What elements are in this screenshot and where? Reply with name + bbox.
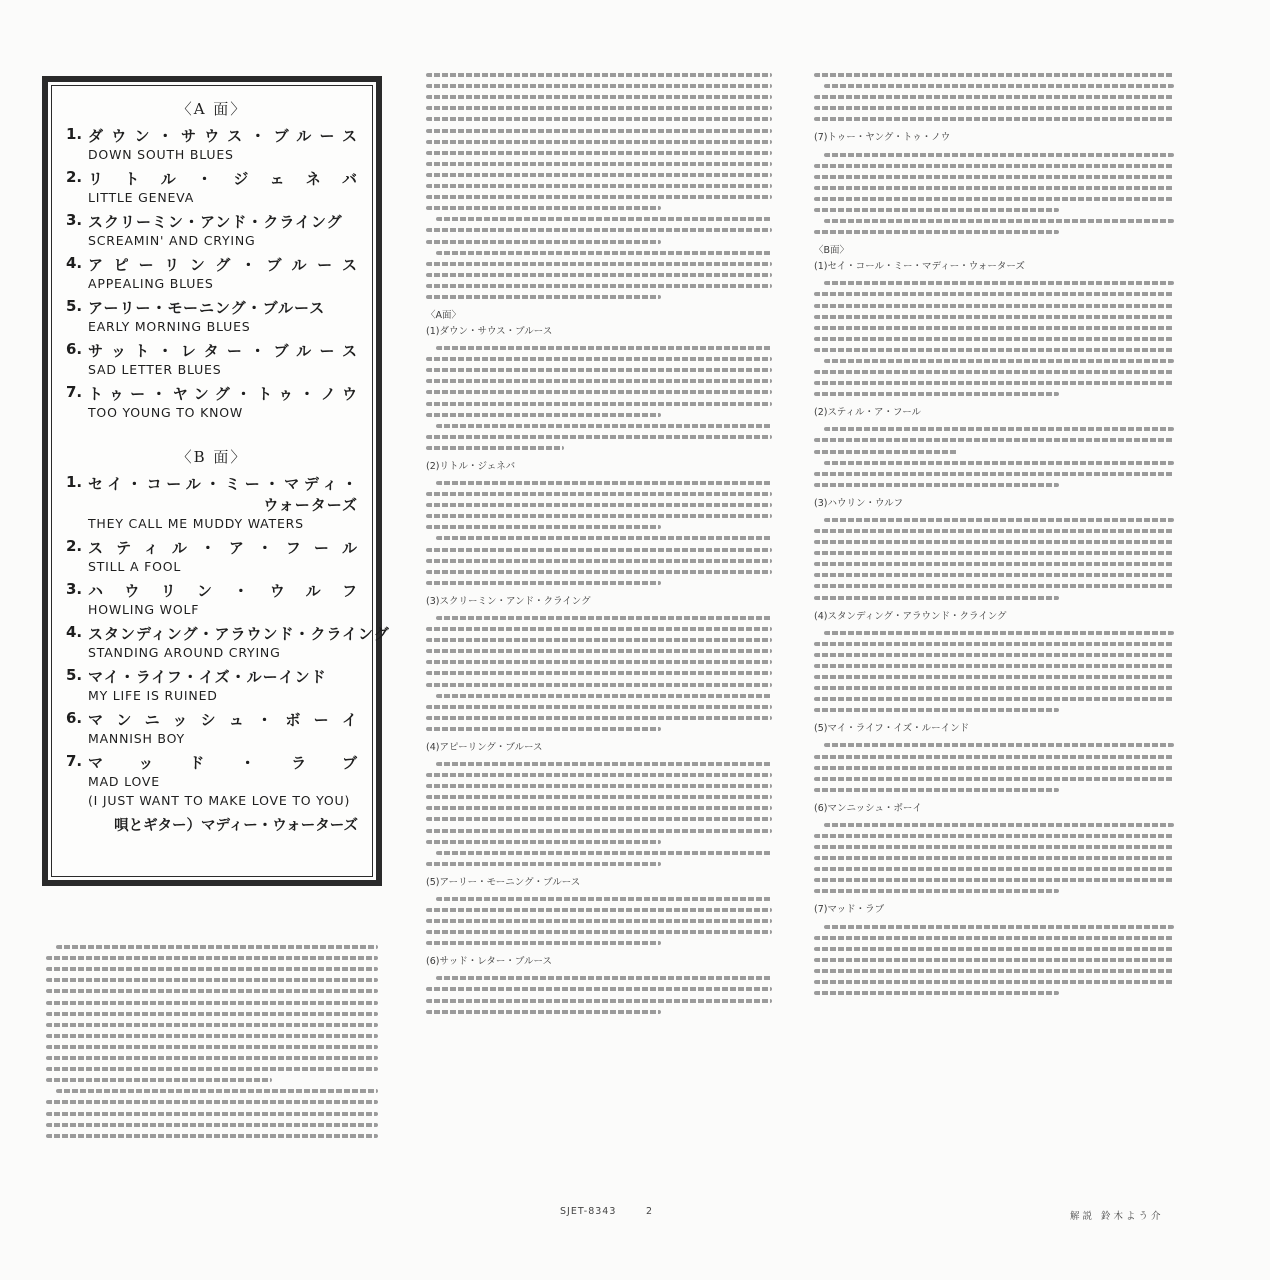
text-line xyxy=(824,219,1174,223)
text-line xyxy=(824,427,1174,431)
track-title-en: HOWLING WOLF xyxy=(88,602,200,617)
track-b4 xyxy=(66,623,390,660)
text-line xyxy=(814,315,1174,319)
track-number: 1. xyxy=(66,473,83,491)
text-line xyxy=(814,878,1174,882)
track-title-en: APPEALING BLUES xyxy=(88,276,214,291)
track-title-en: LITTLE GENEVA xyxy=(88,190,195,205)
text-line xyxy=(824,281,1174,285)
text-line xyxy=(814,73,1174,77)
text-line xyxy=(426,140,772,144)
track-number: 5. xyxy=(66,297,83,315)
tracklist-box xyxy=(42,76,390,886)
text-line xyxy=(814,777,1174,781)
text-line xyxy=(426,228,772,232)
text-line xyxy=(426,716,772,720)
track-title-en: MANNISH BOY xyxy=(88,731,185,746)
a-side-notes-label: 〈A面〉 xyxy=(426,309,461,321)
track-title-en: MY LIFE IS RUINED xyxy=(88,688,218,703)
text-line xyxy=(814,834,1174,838)
text-line xyxy=(436,536,772,540)
text-line xyxy=(824,84,1174,88)
text-line xyxy=(814,208,1059,212)
text-line xyxy=(426,570,772,574)
track-title-en-continued: (I JUST WANT TO MAKE LOVE TO YOU) xyxy=(88,793,351,808)
text-line xyxy=(426,129,772,133)
track-b6 xyxy=(66,709,358,746)
text-line xyxy=(814,653,1174,657)
text-line xyxy=(436,346,772,350)
text-line xyxy=(814,450,958,454)
text-line xyxy=(814,845,1174,849)
text-line xyxy=(426,683,772,687)
text-line xyxy=(814,788,1059,792)
text-line xyxy=(436,976,772,980)
text-line xyxy=(426,240,661,244)
text-line xyxy=(46,1045,378,1049)
text-line xyxy=(436,762,772,766)
text-line xyxy=(824,823,1174,827)
text-line xyxy=(824,461,1174,465)
text-line xyxy=(426,817,772,821)
text-line xyxy=(426,559,772,563)
text-line xyxy=(814,540,1174,544)
text-line xyxy=(814,370,1174,374)
liner-notes-column-3 xyxy=(814,66,1174,1002)
text-line xyxy=(426,627,772,631)
track-title-jp: アピーリング・ブルース xyxy=(88,256,358,274)
text-line xyxy=(814,562,1174,566)
text-line xyxy=(426,184,772,188)
text-line xyxy=(436,694,772,698)
text-line xyxy=(426,435,772,439)
text-line xyxy=(56,1089,378,1093)
track-b2 xyxy=(66,537,358,574)
note-subheading: (5)マイ・ライフ・イズ・ルーインド xyxy=(814,723,970,735)
track-number: 3. xyxy=(66,580,83,598)
text-line xyxy=(426,705,772,709)
text-line xyxy=(46,1067,378,1071)
text-line xyxy=(814,175,1174,179)
track-title-jp: スタンディング・アラウンド・クライング xyxy=(88,625,390,643)
text-line xyxy=(824,925,1174,929)
note-subheading: (4)スタンディング・アラウンド・クライング xyxy=(814,610,1007,622)
text-line xyxy=(426,987,772,991)
text-line xyxy=(824,153,1174,157)
performer-credit: 唄とギター）マディー・ウォーターズ xyxy=(114,818,358,834)
text-line xyxy=(426,919,772,923)
text-line xyxy=(426,638,772,642)
track-title-jp: ダウン・サウス・ブルース xyxy=(88,127,358,145)
text-line xyxy=(426,999,772,1003)
track-b1 xyxy=(66,473,358,531)
track-title-en: SAD LETTER BLUES xyxy=(88,362,222,377)
text-line xyxy=(814,686,1174,690)
track-b5 xyxy=(66,666,358,703)
text-line xyxy=(814,856,1174,860)
track-title-jp: ハウリン・ウルフ xyxy=(88,582,358,600)
text-line xyxy=(436,851,772,855)
track-number: 7. xyxy=(66,383,83,401)
text-line xyxy=(426,671,772,675)
text-line xyxy=(426,151,772,155)
text-line xyxy=(426,73,772,77)
text-line xyxy=(426,173,772,177)
text-line xyxy=(426,84,772,88)
text-line xyxy=(426,941,661,945)
text-line xyxy=(814,958,1174,962)
text-line xyxy=(46,989,378,993)
text-line xyxy=(426,446,564,450)
track-title-jp: リトル・ジェネバ xyxy=(88,170,358,188)
text-line xyxy=(426,413,661,417)
text-line xyxy=(426,273,772,277)
text-line xyxy=(426,548,772,552)
text-line xyxy=(426,649,772,653)
track-number: 1. xyxy=(66,125,83,143)
text-line xyxy=(426,368,772,372)
text-line xyxy=(46,1001,378,1005)
text-line xyxy=(426,1010,661,1014)
text-line xyxy=(814,708,1059,712)
text-line xyxy=(426,581,661,585)
text-line xyxy=(46,1034,378,1038)
track-a3 xyxy=(66,211,358,248)
note-subheading: (6)マンニッシュ・ボーイ xyxy=(814,802,922,814)
text-line xyxy=(426,773,772,777)
text-line xyxy=(46,1023,378,1027)
track-number: 2. xyxy=(66,537,83,555)
text-line xyxy=(814,186,1174,190)
text-line xyxy=(426,829,772,833)
text-line xyxy=(46,978,378,982)
text-line xyxy=(814,197,1174,201)
track-title-en: EARLY MORNING BLUES xyxy=(88,319,251,334)
text-line xyxy=(814,483,1059,487)
text-line xyxy=(46,1056,378,1060)
track-number: 5. xyxy=(66,666,83,684)
text-line xyxy=(426,262,772,266)
text-line xyxy=(426,117,772,121)
text-line xyxy=(814,292,1174,296)
side-b-heading: 〈B 面〉 xyxy=(176,448,248,466)
text-line xyxy=(436,251,772,255)
text-line xyxy=(824,359,1174,363)
track-a7 xyxy=(66,383,358,420)
text-line xyxy=(814,664,1174,668)
text-line xyxy=(426,162,772,166)
text-line xyxy=(824,743,1174,747)
text-line xyxy=(814,642,1174,646)
note-subheading: (2)スティル・ア・フール xyxy=(814,407,922,419)
text-line xyxy=(426,379,772,383)
track-title-jp: セイ・コール・ミー・マディ・ xyxy=(88,475,358,493)
author-signature: 解説 鈴木よう介 xyxy=(1070,1211,1164,1222)
text-line xyxy=(814,867,1174,871)
note-subheading: (7)マッド・ラブ xyxy=(814,904,885,916)
track-a4 xyxy=(66,254,358,291)
text-line xyxy=(46,1134,378,1138)
text-line xyxy=(814,164,1174,168)
text-line xyxy=(46,1100,378,1104)
track-title-en: MAD LOVE xyxy=(88,774,160,789)
text-line xyxy=(426,784,772,788)
track-number: 4. xyxy=(66,254,83,272)
text-line xyxy=(814,326,1174,330)
text-line xyxy=(426,195,772,199)
text-line xyxy=(46,1012,378,1016)
track-title-en: DOWN SOUTH BLUES xyxy=(88,147,234,162)
track-title-en: SCREAMIN' AND CRYING xyxy=(88,233,256,248)
text-line xyxy=(814,337,1174,341)
text-line xyxy=(814,348,1174,352)
b-side-notes-label: 〈B面〉 xyxy=(814,245,850,257)
track-title-jp: サット・レター・ブルース xyxy=(88,342,358,360)
track-title-jp-continued: ウォーターズ xyxy=(263,496,358,514)
text-line xyxy=(814,117,1174,121)
text-line xyxy=(436,616,772,620)
note-subheading: (4)アピーリング・ブルース xyxy=(426,741,543,753)
note-subheading: (5)アーリー・モーニング・ブルース xyxy=(426,876,581,888)
text-line xyxy=(814,755,1174,759)
text-line xyxy=(426,95,772,99)
text-line xyxy=(46,1112,378,1116)
track-title-jp: マンニッシュ・ボーイ xyxy=(88,711,358,729)
track-title-jp: スティル・ア・フール xyxy=(88,539,358,557)
text-line xyxy=(426,806,772,810)
track-number: 2. xyxy=(66,168,83,186)
text-line xyxy=(426,840,661,844)
text-line xyxy=(426,106,772,110)
note-subheading: (7)トゥー・ヤング・トゥ・ノウ xyxy=(814,132,951,144)
text-line xyxy=(426,514,772,518)
text-line xyxy=(814,304,1174,308)
text-line xyxy=(436,897,772,901)
track-title-jp: トゥー・ヤング・トゥ・ノウ xyxy=(88,385,358,403)
text-line xyxy=(426,402,772,406)
text-line xyxy=(426,660,772,664)
text-line xyxy=(46,1078,272,1082)
text-line xyxy=(46,967,378,971)
note-subheading: (3)ハウリン・ウルフ xyxy=(814,497,904,509)
track-title-jp: マイ・ライフ・イズ・ルーインド xyxy=(88,668,327,686)
text-line xyxy=(814,472,1174,476)
text-line xyxy=(814,947,1174,951)
text-line xyxy=(426,727,661,731)
text-line xyxy=(46,956,378,960)
text-line xyxy=(814,991,1059,995)
text-line xyxy=(814,392,1059,396)
text-line xyxy=(426,390,772,394)
text-line xyxy=(814,584,1174,588)
track-a2 xyxy=(66,168,358,205)
text-line xyxy=(814,969,1174,973)
text-line xyxy=(814,573,1174,577)
track-a6 xyxy=(66,340,358,377)
track-number: 6. xyxy=(66,340,83,358)
text-line xyxy=(814,381,1174,385)
track-title-en: TOO YOUNG TO KNOW xyxy=(88,405,244,420)
note-subheading: (6)サッド・レター・ブルース xyxy=(426,956,553,968)
note-subheading: (1)ダウン・サウス・ブルース xyxy=(426,325,553,337)
text-line xyxy=(814,766,1174,770)
text-line xyxy=(814,230,1059,234)
text-line xyxy=(426,295,661,299)
text-line xyxy=(814,529,1174,533)
track-title-en: STILL A FOOL xyxy=(88,559,182,574)
text-line xyxy=(426,503,772,507)
text-line xyxy=(436,481,772,485)
text-line xyxy=(824,518,1174,522)
track-title-jp: マッド・ラブ xyxy=(88,754,358,772)
intro-text-block xyxy=(46,938,378,1145)
text-line xyxy=(814,95,1174,99)
text-line xyxy=(56,945,378,949)
text-line xyxy=(436,217,772,221)
track-number: 7. xyxy=(66,752,83,770)
track-b3 xyxy=(66,580,358,617)
text-line xyxy=(426,206,661,210)
text-line xyxy=(814,551,1174,555)
text-line xyxy=(426,492,772,496)
text-line xyxy=(814,697,1174,701)
text-line xyxy=(46,1123,378,1127)
text-line xyxy=(426,908,772,912)
text-line xyxy=(426,357,772,361)
track-title-en: THEY CALL ME MUDDY WATERS xyxy=(88,516,304,531)
page-number: 2 xyxy=(646,1206,653,1217)
text-line xyxy=(814,889,1059,893)
text-line xyxy=(426,930,772,934)
text-line xyxy=(814,980,1174,984)
catalog-number: SJET-8343 xyxy=(560,1206,617,1217)
track-title-en: STANDING AROUND CRYING xyxy=(88,645,281,660)
text-line xyxy=(814,936,1174,940)
text-line xyxy=(814,106,1174,110)
liner-notes-column-2 xyxy=(426,66,772,1021)
track-b7 xyxy=(66,752,358,808)
text-line xyxy=(426,862,661,866)
note-subheading: (1)セイ・コール・ミー・マディー・ウォーターズ xyxy=(814,261,1025,273)
track-title-jp: アーリー・モーニング・ブルース xyxy=(88,299,326,317)
text-line xyxy=(814,675,1174,679)
text-line xyxy=(426,525,661,529)
track-number: 3. xyxy=(66,211,83,229)
text-line xyxy=(824,631,1174,635)
side-a-heading: 〈A 面〉 xyxy=(176,100,248,118)
text-line xyxy=(436,424,772,428)
track-number: 4. xyxy=(66,623,83,641)
text-line xyxy=(426,795,772,799)
tracklist-inner xyxy=(51,85,390,877)
note-subheading: (3)スクリーミン・アンド・クライング xyxy=(426,595,591,607)
track-number: 6. xyxy=(66,709,83,727)
text-line xyxy=(814,596,1059,600)
text-line xyxy=(814,438,1174,442)
note-subheading: (2)リトル・ジェネバ xyxy=(426,460,516,472)
text-line xyxy=(426,284,772,288)
track-title-jp: スクリーミン・アンド・クライング xyxy=(88,213,343,231)
track-a1 xyxy=(66,125,358,162)
track-a5 xyxy=(66,297,358,334)
